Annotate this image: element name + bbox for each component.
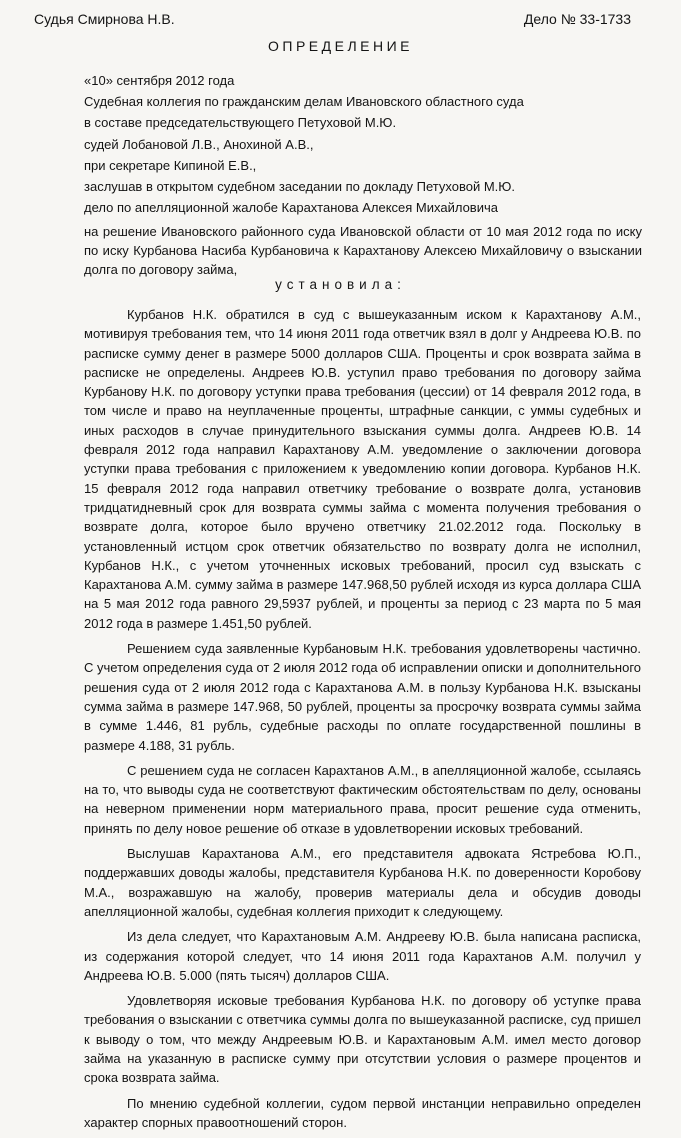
appeal-reference: на решение Ивановского районного суда Ивановской области от 10 мая 2012 года по иску по иску Курбанова Насиба Курбановича к Карахтанову Алексею Михайловичу о взыскании долга по договору займа,: [84, 224, 642, 278]
paragraph: С решением суда не согласен Карахтанов А.М., в апелляционной жалобе, ссылаясь на то, что выводы суда не соответствуют фактическим обстоятельствам по делу, основаны на неверном применении норм материального права, просит решение суда отменить, принять по делу новое решение об отказе в удовлетворении исковых требований.: [84, 762, 641, 836]
document-title: ОПРЕДЕЛЕНИЕ: [268, 38, 413, 54]
established-heading: установила:: [275, 277, 406, 292]
secretary-line: при секретаре Кипиной Е.В.,: [84, 157, 257, 173]
hearing-line: заслушав в открытом судебном заседании по докладу Петуховой М.Ю.: [84, 179, 516, 195]
paragraph: По мнению судебной коллегии, судом первой инстанции неправильно определен характер спорных правоотношений сторон.: [84, 1095, 641, 1130]
hearing-date: «10» сентября 2012 года: [84, 73, 235, 88]
paragraph: Выслушав Карахтанова А.М., его представителя адвоката Ястребова Ю.П., поддержавших доводы жалобы, представителя Курбанова Н.К. по доверенности Коробову М.А., возражавшую на жалобу, проверив материалы дела и обсудив доводы апелляционной жалобы, судебная коллегия приходит к следующему.: [84, 846, 641, 919]
paragraph: Из дела следует, что Карахтановым А.М. Андрееву Ю.В. была написана расписка, из содержания которой следует, что 14 июня 2011 года Карахтанов А.М. получил у Андреева Ю.В. 5.000 (пять тысяч) долларов США.: [84, 929, 641, 983]
court-line: Судебная коллегия по гражданским делам Ивановского областного суда: [84, 94, 524, 110]
case-line: дело по апелляционной жалобе Карахтанова Алексея Михайловича: [84, 200, 498, 216]
document-body: [84, 305, 641, 1138]
paragraph: Курбанов Н.К. обратился в суд с вышеуказанным иском к Карахтанову А.М., мотивируя требования тем, что 14 июня 2011 года ответчик взял в долг у Андреева Ю.В. по расписке сумму денег в размере 5000 долларов США. Проценты и срок возврата займа в расписке не определены. Андреев Ю.В. уступил право требования по договору займа Курбанову Н.К. по договору уступки права требования (цессии) от 14 февраля 2012 года, в том числе и право на неуплаченные проценты, штрафные санкции, с уммы судебных и иных расходов в случае принудительного взыскания суммы долга. Андреев Ю.В. 14 февраля 2012 года направил Карахтанову А.М. уведомление о заключении договора уступки права требования с приложением к уведомлению копии договора. Курбанов Н.К. 15 февраля 2012 года направил ответчику требование о возврате долга, установив тридцатидневный срок для возврата суммы займа с момента получения требования о возврате долга, которое было вручено ответчику 21.02.2012 года. Поскольку в установленный истцом срок ответчик обязательство по возврату долга не исполнил, Курбанов Н.К., с учетом уточненных исковых требований, просил суд взыскать с Карахтанова А.М. сумму займа в размере 147.968,50 рублей исходя из курса доллара США на 5 мая 2012 года равного 29,5937 рублей, и проценты за период с 23 марта по 5 мая 2012 года в размере 1.451,50 рублей.: [84, 307, 641, 631]
judge-name: Судья Смирнова Н.В.: [34, 11, 175, 27]
paragraph: Решением суда заявленные Курбановым Н.К. требования удовлетворены частично. С учетом определения суда от 2 июля 2012 года об исправлении описки и дополнительного решения суда от 2 июля 2012 года с Карахтанова А.М. в пользу Курбанова Н.К. взысканы сумма займа в размере 147.968, 50 рублей, проценты за просрочку возврата суммы займа в сумме 1.446, 81 рубль, судебные расходы по оплате государственной пошлины в размере 4.188, 31 рубль.: [84, 641, 641, 753]
intro-block: [84, 70, 644, 218]
judges-line: судей Лобановой Л.В., Анохиной А.В.,: [84, 136, 314, 152]
case-number: Дело № 33-1733: [523, 11, 631, 27]
presiding-judge-line: в составе председательствующего Петуховой М.Ю.: [84, 115, 397, 131]
paragraph: Удовлетворяя исковые требования Курбанова Н.К. по договору об уступке права требования о взыскании с ответчика суммы долга по вышеуказанной расписке, суд пришел к выводу о том, что между Андреевым Ю.В. и Карахтановым А.М. имел место договор займа на указанную в расписке сумму при отсутствии условия о размере процентов и срока возврата займа.: [84, 993, 641, 1086]
